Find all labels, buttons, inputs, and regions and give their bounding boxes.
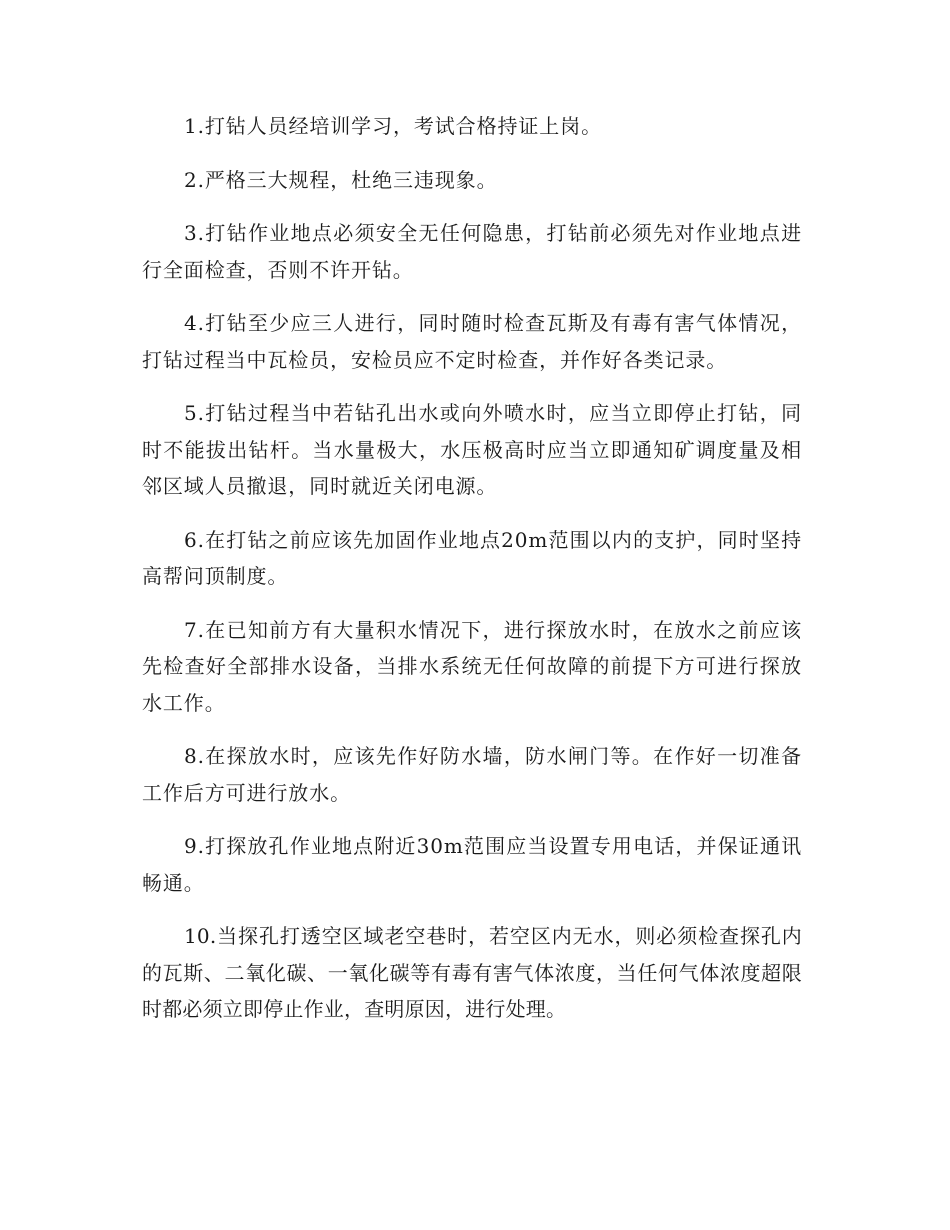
paragraph-2: 2.严格三大规程，杜绝三违现象。 xyxy=(184,167,498,192)
paragraph-10: 10.当探孔打透空区域老空巷时，若空区内无水，则必须检查探孔内的瓦斯、二氧化碳、一氧化碳等有毒有害气体浓度，当任何气体浓度超限时都必须立即停止作业，查明原因，进行处理。 xyxy=(142,924,802,1021)
paragraph-6: 6.在打钻之前应该先加固作业地点20m范围以内的支护，同时坚持高帮问顶制度。 xyxy=(142,527,802,588)
paragraph-9: 9.打探放孔作业地点附近30m范围应当设置专用电话，并保证通讯畅通。 xyxy=(142,834,802,895)
document-body xyxy=(142,108,802,1045)
paragraph-3: 3.打钻作业地点必须安全无任何隐患，打钻前必须先对作业地点进行全面检查，否则不许开钻。 xyxy=(142,221,802,282)
paragraph-5: 5.打钻过程当中若钻孔出水或向外喷水时，应当立即停止打钻，同时不能拔出钻杆。当水量极大，水压极高时应当立即通知矿调度量及相邻区域人员撤退，同时就近关闭电源。 xyxy=(142,401,802,498)
paragraph-7: 7.在已知前方有大量积水情况下，进行探放水时，在放水之前应该先检查好全部排水设备，当排水系统无任何故障的前提下方可进行探放水工作。 xyxy=(142,617,802,715)
paragraph-1: 1.打钻人员经培训学习，考试合格持证上岗。 xyxy=(184,114,602,138)
paragraph-4: 4.打钻至少应三人进行，同时随时检查瓦斯及有毒有害气体情况，打钻过程当中瓦检员，安检员应不定时检查，并作好各类记录。 xyxy=(142,311,802,372)
paragraph-8: 8.在探放水时，应该先作好防水墙，防水闸门等。在作好一切准备工作后方可进行放水。 xyxy=(142,744,802,805)
